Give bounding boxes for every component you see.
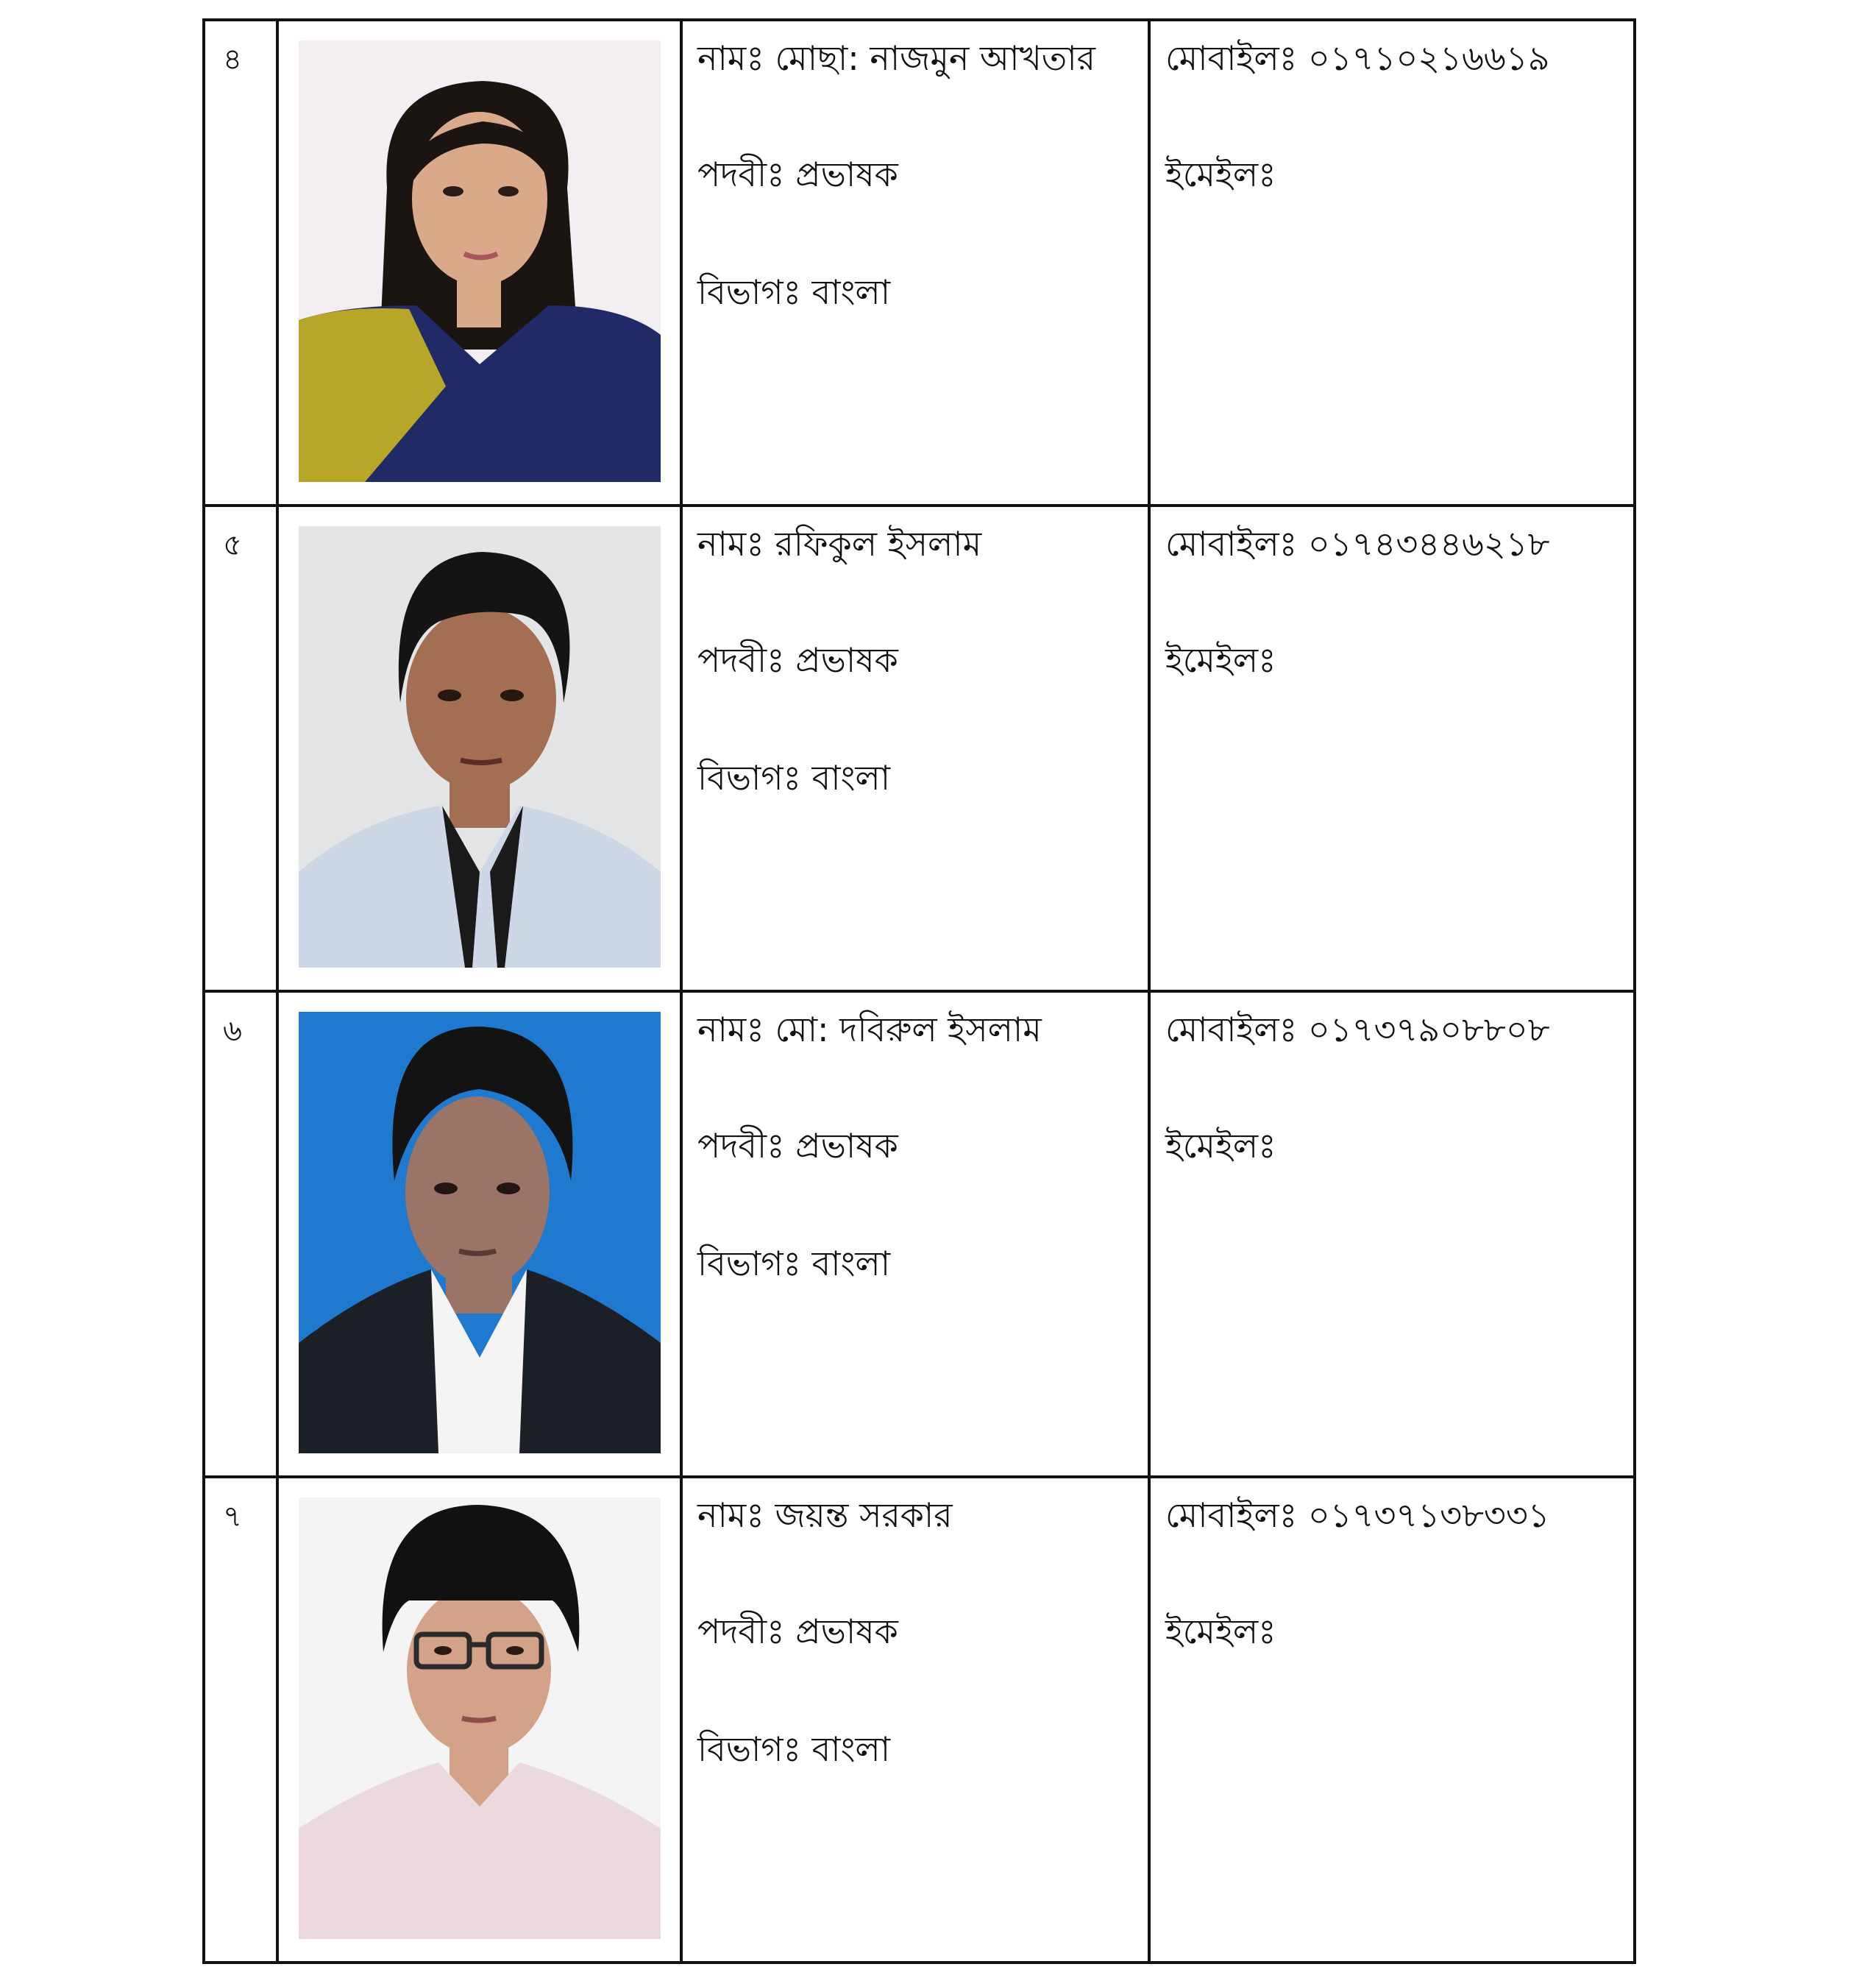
serial-number: ৬ xyxy=(223,1014,243,1048)
serial-number: ৫ xyxy=(223,528,242,562)
photo-cell xyxy=(277,1477,681,1963)
staff-mobile: মোবাইলঃ ০১৭১০২১৬৬১৯ xyxy=(1165,38,1550,78)
staff-designation: পদবীঃ প্রভাষক xyxy=(697,155,898,194)
contact-cell xyxy=(1149,506,1635,991)
serial-cell xyxy=(204,991,277,1477)
staff-name: নামঃ জয়ন্ত সরকার xyxy=(697,1495,953,1535)
staff-designation: পদবীঃ প্রভাষক xyxy=(697,1126,898,1166)
portrait-man-graphic xyxy=(299,526,661,968)
portrait-woman-graphic xyxy=(299,40,661,482)
staff-department: বিভাগঃ বাংলা xyxy=(697,758,891,798)
staff-row xyxy=(204,20,1635,506)
staff-photo xyxy=(299,40,661,482)
staff-email: ইমেইলঃ xyxy=(1165,155,1276,194)
info-cell xyxy=(681,506,1149,991)
staff-table xyxy=(202,18,1636,1964)
staff-photo xyxy=(299,526,661,968)
staff-email: ইমেইলঃ xyxy=(1165,1612,1276,1651)
contact-cell xyxy=(1149,991,1635,1477)
staff-mobile: মোবাইলঃ ০১৭৩৭৯০৮৮০৮ xyxy=(1165,1010,1550,1049)
contact-cell xyxy=(1149,20,1635,506)
serial-cell xyxy=(204,20,277,506)
serial-cell xyxy=(204,1477,277,1963)
staff-row xyxy=(204,1477,1635,1963)
staff-name: নামঃ রফিকুল ইসলাম xyxy=(697,524,982,564)
staff-mobile: মোবাইলঃ ০১৭৩৭১৩৮৩৩১ xyxy=(1165,1495,1550,1535)
photo-cell xyxy=(277,20,681,506)
contact-cell xyxy=(1149,1477,1635,1963)
staff-designation: পদবীঃ প্রভাষক xyxy=(697,640,898,680)
staff-row xyxy=(204,991,1635,1477)
info-cell xyxy=(681,1477,1149,1963)
staff-photo xyxy=(299,1497,661,1939)
staff-name: নামঃ মোছা: নাজমুন আখতার xyxy=(697,38,1095,78)
staff-email: ইমেইলঃ xyxy=(1165,640,1276,680)
staff-department: বিভাগঃ বাংলা xyxy=(697,1729,891,1769)
staff-department: বিভাগঃ বাংলা xyxy=(697,1244,891,1283)
photo-cell xyxy=(277,506,681,991)
portrait-man-glasses-graphic xyxy=(299,1497,661,1939)
portrait-man-suit-graphic xyxy=(299,1012,661,1453)
staff-photo xyxy=(299,1012,661,1453)
info-cell xyxy=(681,20,1149,506)
staff-designation: পদবীঃ প্রভাষক xyxy=(697,1612,898,1651)
staff-email: ইমেইলঃ xyxy=(1165,1126,1276,1166)
staff-name: নামঃ মো: দবিরুল ইসলাম xyxy=(697,1010,1042,1049)
info-cell xyxy=(681,991,1149,1477)
staff-department: বিভাগঃ বাংলা xyxy=(697,272,891,312)
serial-cell xyxy=(204,506,277,991)
staff-mobile: মোবাইলঃ ০১৭৪৩৪৪৬২১৮ xyxy=(1165,524,1550,564)
serial-number: ৪ xyxy=(223,43,242,77)
photo-cell xyxy=(277,991,681,1477)
staff-row xyxy=(204,506,1635,991)
serial-number: ৭ xyxy=(223,1500,243,1534)
